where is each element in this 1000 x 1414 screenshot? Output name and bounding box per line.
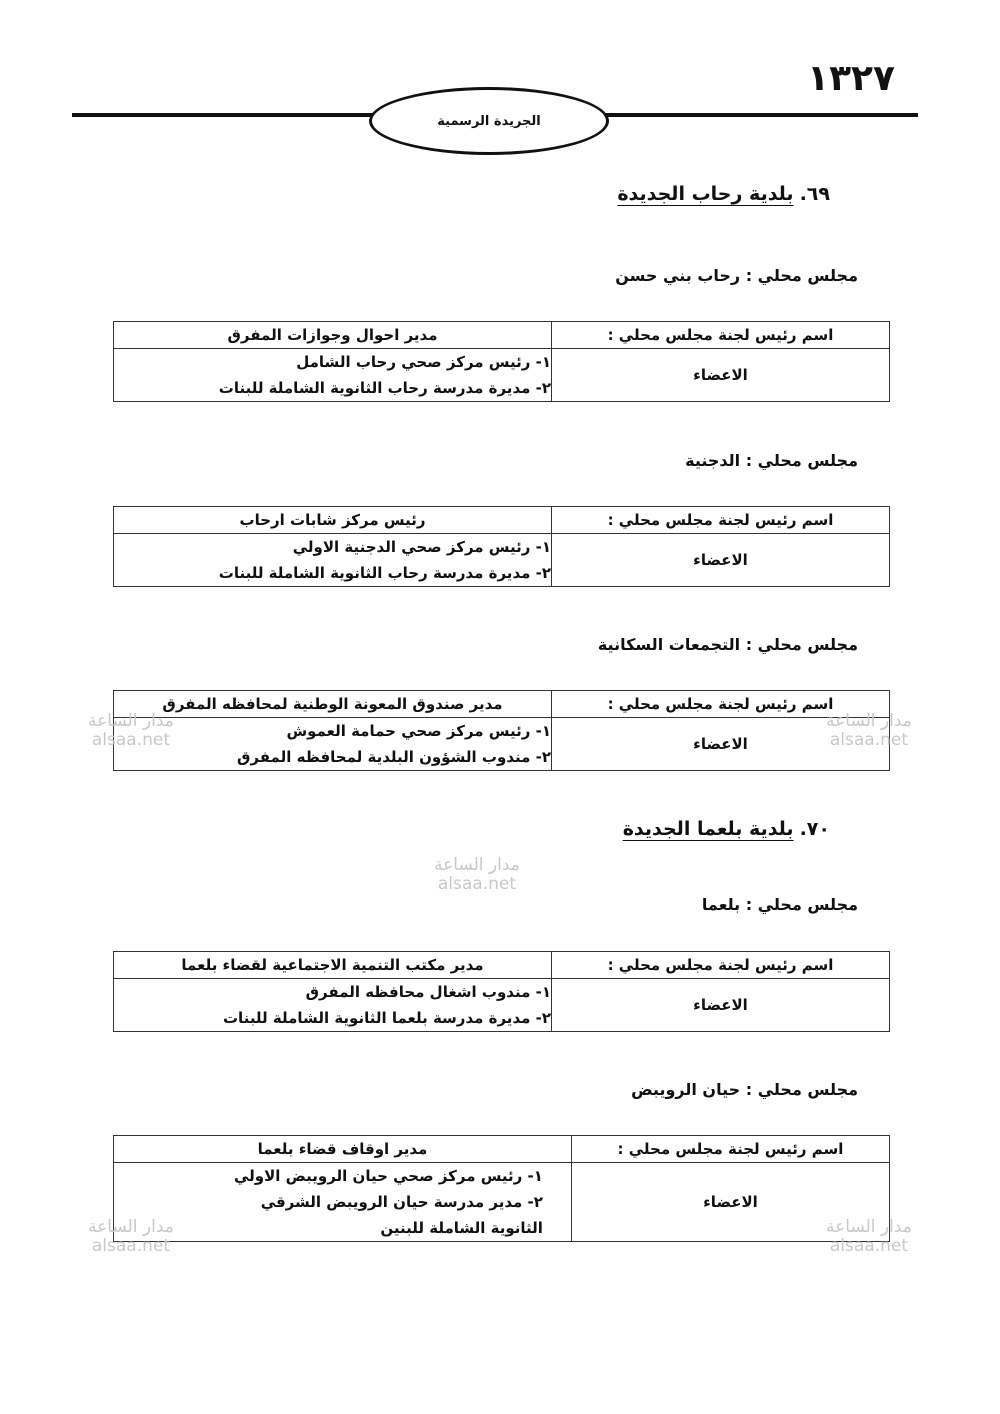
members-label: الاعضاء (571, 1163, 889, 1242)
council-title: مجلس محلي : الدجنية (685, 451, 858, 470)
gazette-title-oval (369, 87, 609, 155)
member-item: ١- رئيس مركز صحي الدجنية الاولي (292, 538, 551, 556)
council-table (113, 951, 890, 1032)
member-item: ١- رئيس مركز صحي حيان الرويبض الاولي (234, 1167, 543, 1185)
municipality-name: بلدية رحاب الجديدة (617, 183, 794, 205)
head-label: اسم رئيس لجنة مجلس محلي : (552, 507, 890, 534)
council-title: مجلس محلي : بلعما (701, 895, 858, 914)
gazette-title: الجريدة الرسمية (437, 113, 541, 129)
council-table (113, 321, 890, 402)
member-item: ١- رئيس مركز صحي حمامة العموش (286, 722, 551, 740)
members-label: الاعضاء (552, 349, 890, 402)
head-label: اسم رئيس لجنة مجلس محلي : (552, 691, 890, 718)
members-cell (114, 1163, 572, 1242)
council-table (113, 1135, 890, 1242)
members-cell (114, 718, 552, 771)
watermark: مدار الساعة alsaa.net (88, 711, 174, 750)
member-item: ٢- مندوب الشؤون البلدية لمحافظه المفرق (237, 748, 551, 766)
council-title: مجلس محلي : رحاب بني حسن (615, 266, 858, 285)
member-item: ٢- مديرة مدرسة رحاب الثانوية الشاملة للبنات (218, 379, 551, 397)
member-item: ١- مندوب اشغال محافظه المفرق (305, 983, 551, 1001)
watermark: مدار الساعة alsaa.net (88, 1217, 174, 1256)
council-table (113, 690, 890, 771)
members-label: الاعضاء (552, 718, 890, 771)
member-item: ١- رئيس مركز صحي رحاب الشامل (296, 353, 551, 371)
head-value: رئيس مركز شابات ارحاب (114, 507, 552, 534)
members-label: الاعضاء (552, 534, 890, 587)
head-label: اسم رئيس لجنة مجلس محلي : (571, 1136, 889, 1163)
member-item: ٢- مديرة مدرسة بلعما الثانوية الشاملة للبنات (222, 1009, 551, 1027)
members-cell (114, 534, 552, 587)
head-label: اسم رئيس لجنة مجلس محلي : (552, 322, 890, 349)
watermark: مدار الساعة alsaa.net (434, 855, 520, 894)
municipality-number: ٧٠. (799, 818, 830, 840)
members-cell (114, 979, 552, 1032)
watermark: مدار الساعة alsaa.net (826, 711, 912, 750)
page-number: ١٣٢٧ (807, 58, 895, 99)
member-item: ٢- مدير مدرسة حيان الرويبض الشرقي الثانوية الشاملة للبنين (260, 1193, 543, 1237)
council-table (113, 506, 890, 587)
municipality-title-rehab (617, 183, 830, 205)
municipality-title-balama (623, 818, 830, 840)
members-label: الاعضاء (552, 979, 890, 1032)
head-label: اسم رئيس لجنة مجلس محلي : (552, 952, 890, 979)
member-item: ٢- مديرة مدرسة رحاب الثانوية الشاملة للبنات (218, 564, 551, 582)
municipality-name: بلدية بلعما الجديدة (622, 818, 794, 840)
head-value: مدير صندوق المعونة الوطنية لمحافظه المفرق (114, 691, 552, 718)
council-title: مجلس محلي : حيان الرويبض (631, 1080, 858, 1099)
council-title: مجلس محلي : التجمعات السكانية (597, 635, 858, 654)
head-value: مدير احوال وجوازات المفرق (114, 322, 552, 349)
municipality-number: ٦٩. (799, 183, 830, 205)
watermark: مدار الساعة alsaa.net (826, 1217, 912, 1256)
head-value: مدير مكتب التنمية الاجتماعية لقضاء بلعما (114, 952, 552, 979)
members-cell (114, 349, 552, 402)
head-value: مدير اوقاف قضاء بلعما (114, 1136, 572, 1163)
